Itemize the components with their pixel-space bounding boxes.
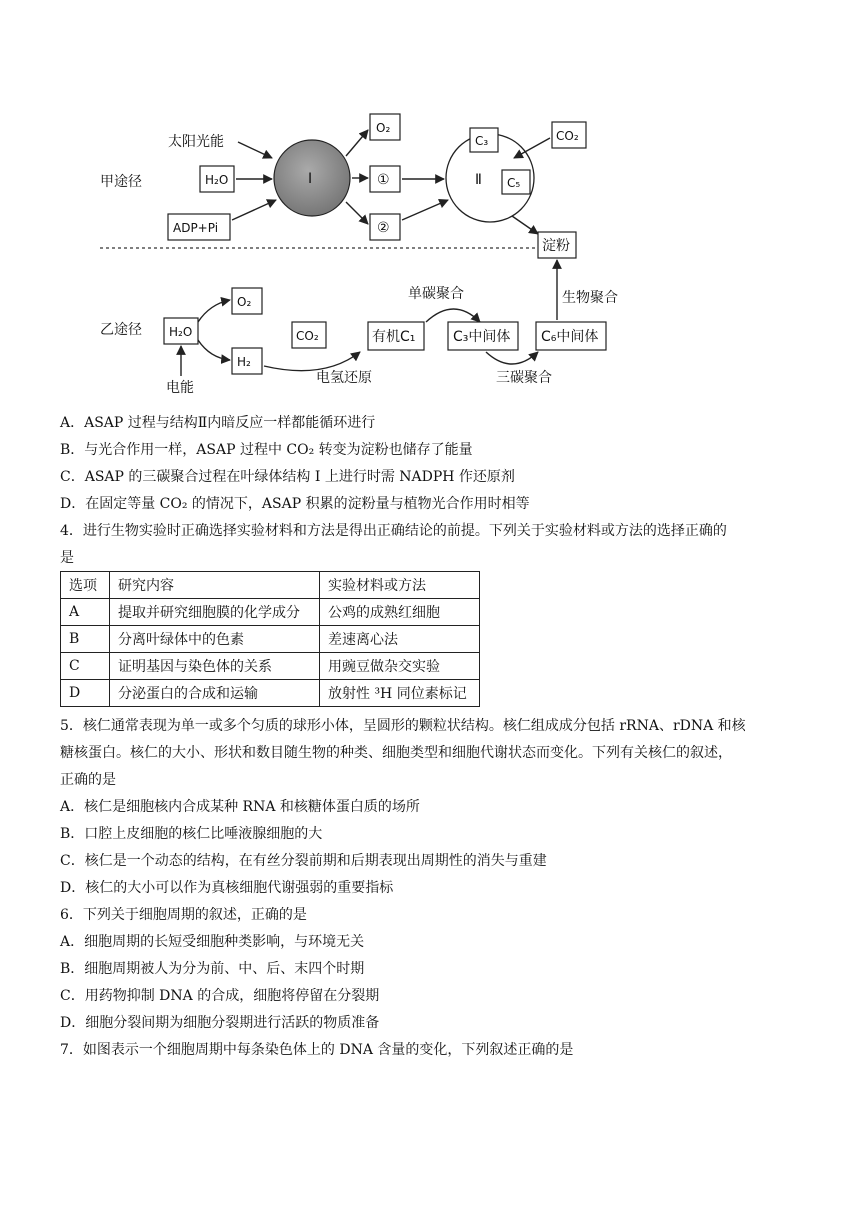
- q3-option-b: B．与光合作用一样，ASAP 过程中 CO₂ 转变为淀粉也储存了能量: [60, 442, 473, 458]
- structure-i-label: I: [308, 171, 313, 187]
- cycle-to-starch-arrow: [512, 216, 538, 234]
- q6-option-d: D．细胞分裂间期为细胞分裂期进行活跃的物质准备: [60, 1015, 380, 1031]
- table-cell: 差速离心法: [320, 626, 480, 653]
- product1-text: ①: [377, 172, 390, 188]
- reduction-arrow: [264, 352, 360, 371]
- structure-ii-label: Ⅱ: [475, 172, 482, 188]
- three-carbon-label: 三碳聚合: [496, 370, 552, 386]
- q6-stem: 6．下列关于细胞周期的叙述，正确的是: [60, 907, 307, 923]
- table-cell: 用豌豆做杂交实验: [320, 653, 480, 680]
- q6-option-a: A．细胞周期的长短受细胞种类影响，与环境无关: [60, 934, 365, 950]
- sunlight-arrow: [238, 142, 272, 158]
- table-cell: 分泌蛋白的合成和运输: [110, 680, 320, 707]
- q5-option-a: A．核仁是细胞核内合成某种 RNA 和核糖体蛋白质的场所: [60, 799, 420, 815]
- q3-option-d: D．在固定等量 CO₂ 的情况下，ASAP 积累的淀粉量与植物光合作用时相等: [60, 496, 530, 512]
- route-b-label: 乙途径: [100, 322, 142, 338]
- table-row: [61, 626, 480, 653]
- table-cell: B: [61, 626, 110, 653]
- table-header-row: [61, 572, 480, 599]
- bio-poly-label: 生物聚合: [562, 290, 618, 306]
- table-cell: A: [61, 599, 110, 626]
- route-a-label: 甲途径: [100, 174, 142, 190]
- table-cell: 分离叶绿体中的色素: [110, 626, 320, 653]
- product2-arrow: [346, 202, 368, 224]
- co2-to-cycle-arrow: [514, 138, 550, 158]
- q4-table: [60, 571, 480, 707]
- q5-option-d: D．核仁的大小可以作为真核细胞代谢强弱的重要指标: [60, 880, 394, 896]
- h2o-text-b: H₂O: [169, 325, 193, 339]
- q5-option-b: B．口腔上皮细胞的核仁比唾液腺细胞的大: [60, 826, 323, 842]
- table-cell: 公鸡的成熟红细胞: [320, 599, 480, 626]
- o2-text: O₂: [376, 121, 391, 135]
- q6-option-c: C．用药物抑制 DNA 的合成，细胞将停留在分裂期: [60, 988, 380, 1004]
- table-header-cell: 研究内容: [110, 572, 320, 599]
- q3-option-a: A．ASAP 过程与结构Ⅱ内暗反应一样都能循环进行: [60, 415, 376, 431]
- o2-arrow-b: [198, 300, 230, 322]
- product2-text: ②: [377, 220, 390, 236]
- three-carbon-arrow: [486, 352, 538, 364]
- c5-text: C₅: [507, 176, 521, 190]
- electric-label: 电能: [166, 380, 194, 396]
- q5-stem-line1: 5．核仁通常表现为单一或多个匀质的球形小体，呈圆形的颗粒状结构。核仁组成成分包括 rRNA、rDNA 和核: [60, 718, 746, 734]
- table-cell: D: [61, 680, 110, 707]
- organic-c1-text: 有机C₁: [372, 329, 416, 345]
- table-header-cell: 实验材料或方法: [320, 572, 480, 599]
- starch-text: 淀粉: [542, 238, 570, 254]
- photosynthesis-asap-diagram: [60, 100, 620, 410]
- table-row: [61, 653, 480, 680]
- o2-arrow: [346, 130, 368, 156]
- h2o-text: H₂O: [205, 173, 229, 187]
- table-header-cell: 选项: [61, 572, 110, 599]
- table-row: [61, 599, 480, 626]
- table-cell: 提取并研究细胞膜的化学成分: [110, 599, 320, 626]
- h2-text: H₂: [237, 355, 251, 369]
- table-cell: 放射性 ³H 同位素标记: [320, 680, 480, 707]
- q6-option-b: B．细胞周期被人为分为前、中、后、末四个时期: [60, 961, 365, 977]
- q7-stem: 7．如图表示一个细胞周期中每条染色体上的 DNA 含量的变化，下列叙述正确的是: [60, 1042, 574, 1058]
- q3-option-c: C．ASAP 的三碳聚合过程在叶绿体结构 I 上进行时需 NADPH 作还原剂: [60, 469, 515, 485]
- adp-text: ADP+Pi: [173, 221, 219, 235]
- single-carbon-arrow: [426, 309, 480, 322]
- c3-text: C₃: [475, 134, 489, 148]
- table-cell: 证明基因与染色体的关系: [110, 653, 320, 680]
- h2-arrow: [198, 340, 230, 360]
- table-row: [61, 680, 480, 707]
- product2-to-cycle-arrow: [402, 200, 448, 220]
- co2-text-top: CO₂: [556, 129, 579, 143]
- sunlight-label: 太阳光能: [168, 134, 224, 150]
- q5-option-c: C．核仁是一个动态的结构，在有丝分裂前期和后期表现出周期性的消失与重建: [60, 853, 547, 869]
- o2-text-b: O₂: [237, 295, 252, 309]
- q4-stem-line1: 4．进行生物实验时正确选择实验材料和方法是得出正确结论的前提。下列关于实验材料或方法的选择正确的: [60, 523, 727, 539]
- c6-intermediate-text: C₆中间体: [541, 329, 599, 345]
- q5-stem-line2: 糖核蛋白。核仁的大小、形状和数目随生物的种类、细胞类型和细胞代谢状态而变化。下列有关核仁的叙述，: [60, 745, 732, 761]
- electro-reduction-label: 电氢还原: [316, 370, 372, 386]
- q4-stem-line2: 是: [60, 550, 74, 566]
- c3-intermediate-text: C₃中间体: [453, 329, 511, 345]
- single-carbon-label: 单碳聚合: [408, 286, 464, 302]
- q5-stem-line3: 正确的是: [60, 772, 116, 788]
- adp-arrow: [232, 200, 276, 220]
- co2-text-b: CO₂: [296, 329, 319, 343]
- table-cell: C: [61, 653, 110, 680]
